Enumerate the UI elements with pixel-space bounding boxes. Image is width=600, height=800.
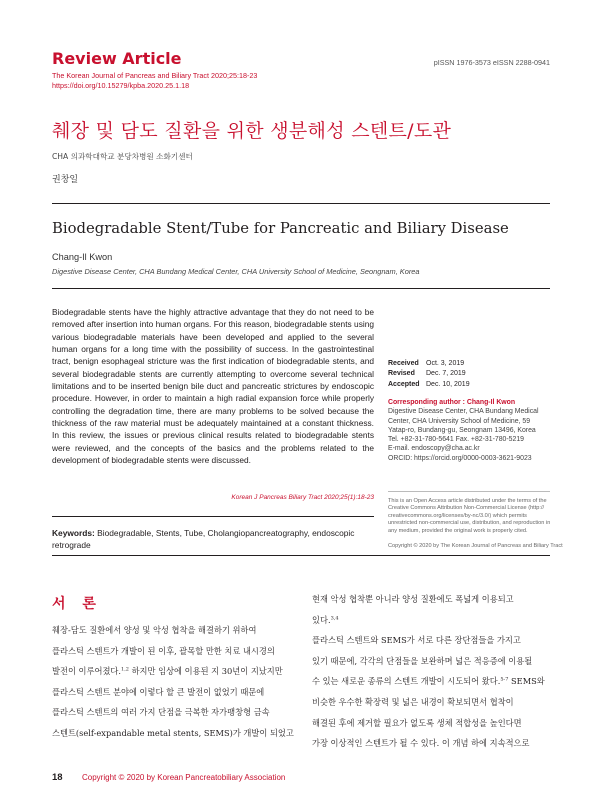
english-author: Chang-Il Kwon bbox=[52, 252, 113, 262]
korean-title: 췌장 및 담도 질환을 위한 생분해성 스텐트/도관 bbox=[52, 120, 452, 142]
body-column-right: 현재 악성 협착뿐 아니라 양성 질환에도 폭넓게 이용되고 있다.$^{3,4}$ 플라스틱 스텐트와 SEMS가 서로 다른 장단점들을 가지고 있기 때문에, 각각의 단점들을 보완하며 넓은 적응증에 이용될 수 있는 새로운 종류의 스텐트 개발이 시도되어 왔다.$^{5-7}$ SEMS와 비슷한 우수한 확장력 및 넓은 내경이 확보되면서 협착이 해결된 후에 제거할 필요가 없도록 생체 적합성을 높인다면 가장 이상적인 스텐트가 될 수 있다. 이 개념 하에 지속적으로 bbox=[312, 594, 545, 749]
korean-affiliation: CHA 의과학대학교 분당차병원 소화기센터 bbox=[52, 152, 193, 161]
date-received: Received Oct. 3, 2019 bbox=[388, 360, 465, 367]
license-divider bbox=[388, 491, 550, 492]
date-accepted: Accepted Dec. 10, 2019 bbox=[388, 380, 470, 388]
keywords-label: Keywords: bbox=[52, 528, 95, 538]
body-divider bbox=[52, 555, 550, 556]
abstract: Biodegradable stents have the highly attractive advantage that they do not need to be removed after insertion into human organs. For this reason, biodegradable stents using various biodegradable materials have been developed and applied to the several human organs for a long time with the possibility of success. In the gastrointestinal tract, benign esophageal stricture was the first indication of biodegradable stents, and several biodegradable stents are currently attempting to overcome several technical limitations and to be inserted benign bile duct and pancreatic strictures by endoscopic procedure. However, in order to maintain a high radial expansion force while properly controlling the degradation time, there are many problems to be solved because the thickness of the raw material must be adequately maintained at a constant thickness. In this review, the issues or previous clinical results related to biodegradable stents were reviewed, and the concepts of the basics and the problems related to the development of biodegradable stents were discussed. bbox=[52, 307, 374, 466]
keywords bbox=[52, 527, 374, 552]
korean-author: 권창일 bbox=[52, 175, 79, 185]
date-revised: Revised Dec. 7, 2019 bbox=[388, 370, 466, 378]
english-title: Biodegradable Stent/Tube for Pancreatic and Biliary Disease bbox=[52, 220, 509, 237]
section-heading: 서 론 bbox=[52, 596, 102, 612]
title-divider bbox=[52, 203, 550, 204]
doi-link[interactable]: https://doi.org/10.15279/kpba.2020.25.1.18 bbox=[52, 81, 190, 90]
corresponding-email[interactable]: E-mail. endoscopy@cha.ac.kr bbox=[388, 445, 480, 453]
corresponding-head: Corresponding author : Chang-Il Kwon bbox=[388, 399, 516, 406]
corresponding-orcid[interactable]: ORCID: https://orcid.org/0000-0003-3621-9023 bbox=[388, 454, 532, 462]
article-type: Review Article bbox=[52, 49, 182, 68]
keywords-text: Biodegradable, Stents, Tube, Cholangiopancreatography, endoscopic retrograde bbox=[52, 528, 355, 551]
journal-copyright: Copyright © 2020 by The Korean Journal of Pancreas and Biliary Tract bbox=[388, 543, 563, 549]
body-column-left: 췌장-담도 질환에서 양성 및 악성 협착을 해결하기 위하여 플라스틱 스텐트가 개발이 된 이후, 괄목할 만한 치료 내시경의 발전이 이루어졌다.$^{1,2}$ 하지만 임상에 이용된 지 30년이 지났지만 플라스틱 스텐트 분야에 이렇다 할 큰 발전이 없었기 때문에 플라스틱 스텐트의 여러 가지 단점을 극복한 자가팽창형 금속 스텐트(self-expandable metal stents, SEMS)가 개발이 되었고 bbox=[52, 625, 294, 738]
reference-superscript[interactable]: 5-7 bbox=[500, 676, 509, 683]
license-text: This is an Open Access article distributed under the terms of the Creative Commons Attribution Non-Commercial License (http:// creativecommons.org/licenses/by-nc/3.0/) which permits unrestricted non-commercial use, distribution, and reproduction in any medium, provided the original work is properly cited. bbox=[388, 498, 551, 534]
reference-superscript[interactable]: 3,4 bbox=[330, 614, 339, 621]
abstract-citation: Korean J Pancreas Biliary Tract 2020;25(1):18-23 bbox=[231, 494, 374, 501]
journal-citation: The Korean Journal of Pancreas and Biliary Tract 2020;25:18-23 bbox=[52, 71, 258, 80]
page-number: 18 bbox=[52, 772, 63, 783]
keywords-divider bbox=[52, 516, 374, 517]
article-dates bbox=[388, 359, 470, 390]
abstract-divider bbox=[52, 288, 550, 289]
reference-superscript[interactable]: 1,2 bbox=[121, 666, 129, 673]
footer-copyright: Copyright © 2020 by Korean Pancreatobiliary Association bbox=[82, 773, 286, 782]
corresponding-author: Corresponding author : Chang-Il Kwon Digestive Disease Center, CHA Bundang Medical Center, CHA University School of Medicine, 59 Yatap-ro, Bundang-gu, Seongnam 13496, Korea Tel. +82-31-780-5641 Fax. +82-31-780-5219 E-mail. endoscopy@cha.ac.kr ORCID: https://orcid.org/0000-0003-3621-9023 bbox=[388, 398, 558, 463]
english-affiliation: Digestive Disease Center, CHA Bundang Medical Center, CHA University School of Medicine, Seongnam, Korea bbox=[52, 267, 420, 276]
issn: pISSN 1976-3573 eISSN 2288-0941 bbox=[433, 58, 550, 67]
